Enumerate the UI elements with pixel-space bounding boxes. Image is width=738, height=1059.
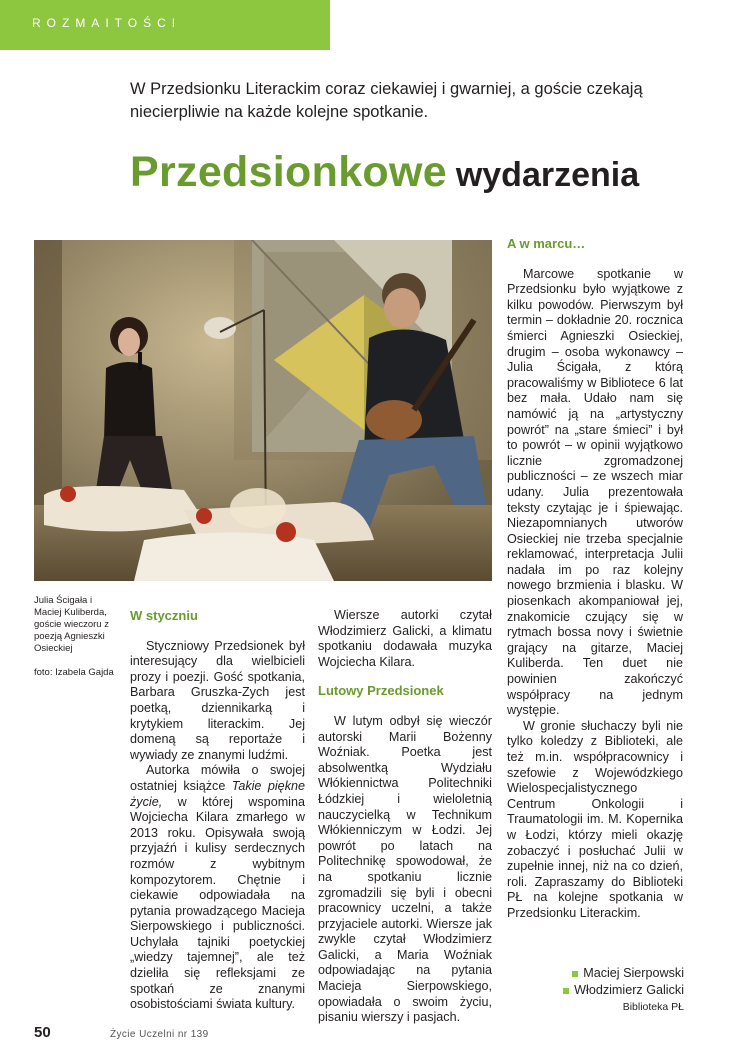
section-header-bar (0, 0, 330, 50)
section-label: ROZMAITOŚCI (32, 16, 182, 30)
book-title: Takie piękne życie, (130, 778, 305, 809)
author-line-1 (563, 965, 684, 982)
page-number: 50 (34, 1024, 51, 1041)
photo-credit: foto: Izabela Gajda (34, 667, 114, 678)
march-paragraph-1: Marcowe spotkanie w Przedsionku było wyjątkowe z kilku powodów. Pierwszym był termin – dokładnie 20. rocznica śmierci Agnieszki Osieckiej, drugim – osoba wykonawcy – Julia Ścigała, z którą pracowaliśmy w Bibliotece 6 lat bez mała. Udało nam się namówić ją na „artystyczny powrót” na „stare śmieci” i był to powrót – w opinii wyjątkowo licznie zgromadzonej publiczności – ze wszech miar udany. Julia prezentowała teksty czytając je i śpiewając. Niezapomnianych utworów Osieckiej nie trzeba specjalnie reklamować, interpretacja Julii nadała im po raz kolejny nowego brzmienia i blasku. W piosenkach akompaniował jej, znakomicie czujący się w rytmach bossa novy i świetnie grający na gitarze, Maciej Kuliberda. Ten duet nie powinien zakończyć współpracy na jednym występie. (507, 266, 683, 718)
january-heading: W styczniu (130, 608, 198, 623)
journal-name: Życie Uczelni nr 139 (110, 1029, 209, 1040)
author-signoff (563, 965, 684, 1016)
bullet-square-icon (563, 988, 569, 994)
author-name-2: Włodzimierz Galicki (574, 983, 684, 997)
article-lead: W Przedsionku Literackim coraz ciekawiej i gwarniej, a goście czekają niecierpliwie na każde kolejne spotkanie. (130, 80, 643, 121)
caption-text: Julia Ścigała i Maciej Kuliberda, goście wieczoru z poezją Agnieszki Osieckiej (34, 595, 109, 654)
author-line-2 (563, 982, 684, 999)
photo-caption (34, 595, 122, 679)
article-headline (130, 148, 639, 197)
headline-green-word: Przedsionkowe (130, 148, 447, 196)
january-p2-intro: Autorka mówiła o swojej ostatniej książce (130, 763, 305, 793)
column-3 (507, 236, 683, 922)
march-heading: A w marcu… (507, 236, 586, 251)
column-1 (130, 608, 305, 1013)
author-organization: Biblioteka PŁ (622, 1001, 684, 1013)
february-heading: Lutowy Przedsionek (318, 683, 444, 699)
bullet-square-icon (572, 971, 578, 977)
february-paragraph-1: W lutym odbył się wieczór autorski Marii Bożenny Woźniak. Poetka jest absolwentką Wydziału Włókiennictwa Politechniki Łódzkiej i wieloletnią nauczycielką w Technikum Włókienniczym w Łodzi. Jej powrót po latach na Politechnikę spowodował, że na spotkaniu licznie zgromadzili się byli i obecni pracownicy uczelni, a także przyjaciele autorki. Wiersze jak zwykle czytał Włodzimierz Galicki, a Maria Woźniak odpowiadając na pytania Macieja Sierpowskiego, opowiadała o swoim życiu, pisaniu wierszy i pasjach. (318, 713, 492, 1025)
january-paragraph-2 (130, 763, 305, 1013)
january-paragraph-3: Wiersze autorki czytał Włodzimierz Galicki, a klimatu spotkaniu dodawała muzyka Wojciecha Kilara. (318, 608, 492, 669)
march-paragraph-2: W gronie słuchaczy byli nie tylko koledzy z Biblioteki, ale też m.in. współpracownicy i szefowie z Wojewódzkiego Wielospecjalistycznego Centrum Onkologii i Traumatologii im. M. Kopernika w Łodzi, którzy mieli okazję zobaczyć i posłuchać Julii w zupełnie innej, niż na co dzień, roli. Zapraszamy do Biblioteki PŁ na kolejne spotkania w Przedsionku Literackim. (507, 718, 683, 920)
january-p2-rest: w której wspomina Wojciecha Kilara zmarłego w 2013 roku. Opisywała swoją przyjaźń i kulisy serdecznych rozmów z wybitnym kompozytorem. Chętnie i ciekawie odpowiadała na pytania prowadzącego Macieja Sierpowskiego i publiczności. Uchylała tajniki poetyckiej „wiedzy tajemnej”, ale też dzieliła się refleksjami ze spotkań ze znanymi osobistościami świata kultury. (130, 794, 305, 1012)
column-2 (318, 608, 492, 1026)
author-name-1: Maciej Sierpowski (583, 966, 684, 980)
headline-dark-word: wydarzenia (455, 156, 640, 194)
january-paragraph-1: Styczniowy Przedsionek był interesujący dla wielbicieli prozy i poezji. Gość spotkania, Barbara Gruszka-Zych jest poetką, dziennikarką i krytykiem literackim. Jej domeną są reportaże i wywiady ze znanymi ludźmi. (130, 638, 305, 762)
concert-photo (34, 240, 492, 581)
